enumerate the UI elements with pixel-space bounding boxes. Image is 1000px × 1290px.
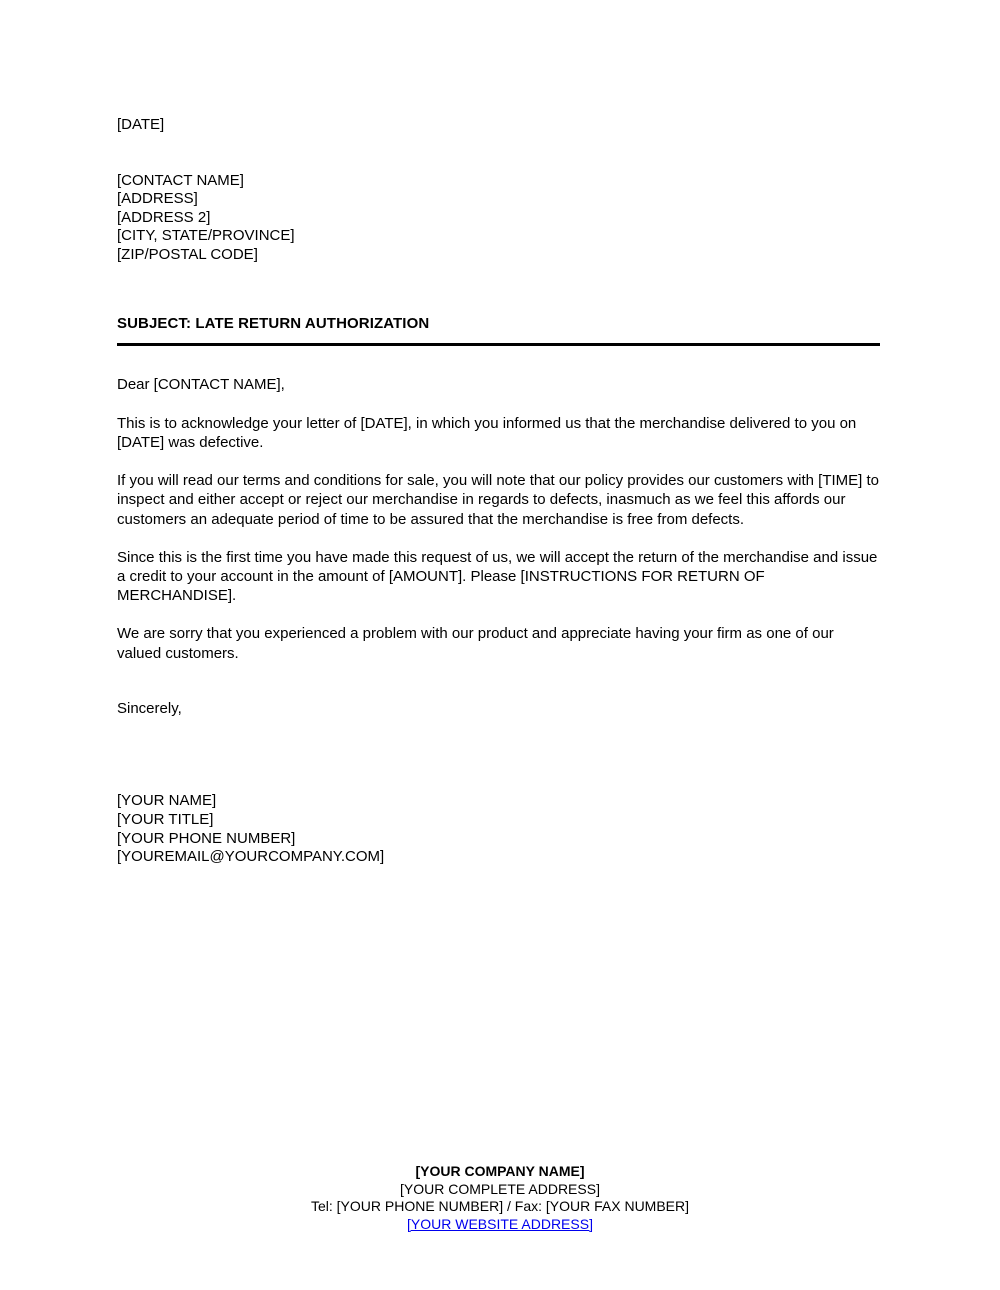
- signature-block: [117, 792, 879, 866]
- letter-date: [DATE]: [117, 116, 165, 133]
- recipient-postal-code: [ZIP/POSTAL CODE]: [117, 245, 258, 263]
- body-paragraph-4: We are sorry that you experienced a problem with our product and appreciate having your firm as one of our valued customers.: [117, 625, 834, 662]
- spacer-after-date: [117, 135, 879, 172]
- subject-line: SUBJECT: LATE RETURN AUTHORIZATION: [117, 314, 430, 332]
- closing-salutation: Sincerely,: [117, 699, 182, 717]
- subject-divider-rule: [117, 343, 880, 346]
- date-block: [117, 116, 879, 135]
- signature-phone: [YOUR PHONE NUMBER]: [117, 829, 296, 847]
- recipient-contact-name: [CONTACT NAME]: [117, 171, 244, 189]
- salutation: Dear [CONTACT NAME],: [117, 376, 285, 394]
- body-paragraph-1: This is to acknowledge your letter of [DATE], in which you informed us that the merchandise delivered to you on [DATE] was defective.: [117, 414, 857, 451]
- signature-name: [YOUR NAME]: [117, 792, 217, 810]
- body-paragraph-2: If you will read our terms and conditions for sale, you will note that our policy provides our customers with [TIME] to inspect and either accept or reject our merchandise in regards to defects, inasmuch as we feel this affords our customers an adequate period of time to be assured that the merchandise is free from defects.: [117, 472, 879, 528]
- recipient-address-block: [117, 172, 879, 265]
- footer-website-link[interactable]: [YOUR WEBSITE ADDRESS]: [407, 1215, 593, 1232]
- recipient-city-state: [CITY, STATE/PROVINCE]: [117, 227, 295, 245]
- spacer-before-subject: [117, 265, 879, 315]
- recipient-address-1: [ADDRESS]: [117, 190, 198, 208]
- letter-body: [117, 116, 879, 867]
- footer-address: [YOUR COMPLETE ADDRESS]: [400, 1180, 600, 1197]
- footer-company-name: [YOUR COMPANY NAME]: [415, 1163, 585, 1179]
- page-footer: [0, 1163, 1000, 1233]
- signature-title: [YOUR TITLE]: [117, 810, 214, 828]
- signature-email: [YOUREMAIL@YOURCOMPANY.COM]: [117, 848, 385, 866]
- body-paragraph-3: Since this is the first time you have made this request of us, we will accept the return of the merchandise and issue a credit to your account in the amount of [AMOUNT]. Please [INSTRUCTIONS FOR RETURN OF MERCHANDISE].: [117, 548, 878, 605]
- footer-contact: Tel: [YOUR PHONE NUMBER] / Fax: [YOUR FAX NUMBER]: [310, 1198, 690, 1214]
- recipient-address-2: [ADDRESS 2]: [117, 208, 211, 226]
